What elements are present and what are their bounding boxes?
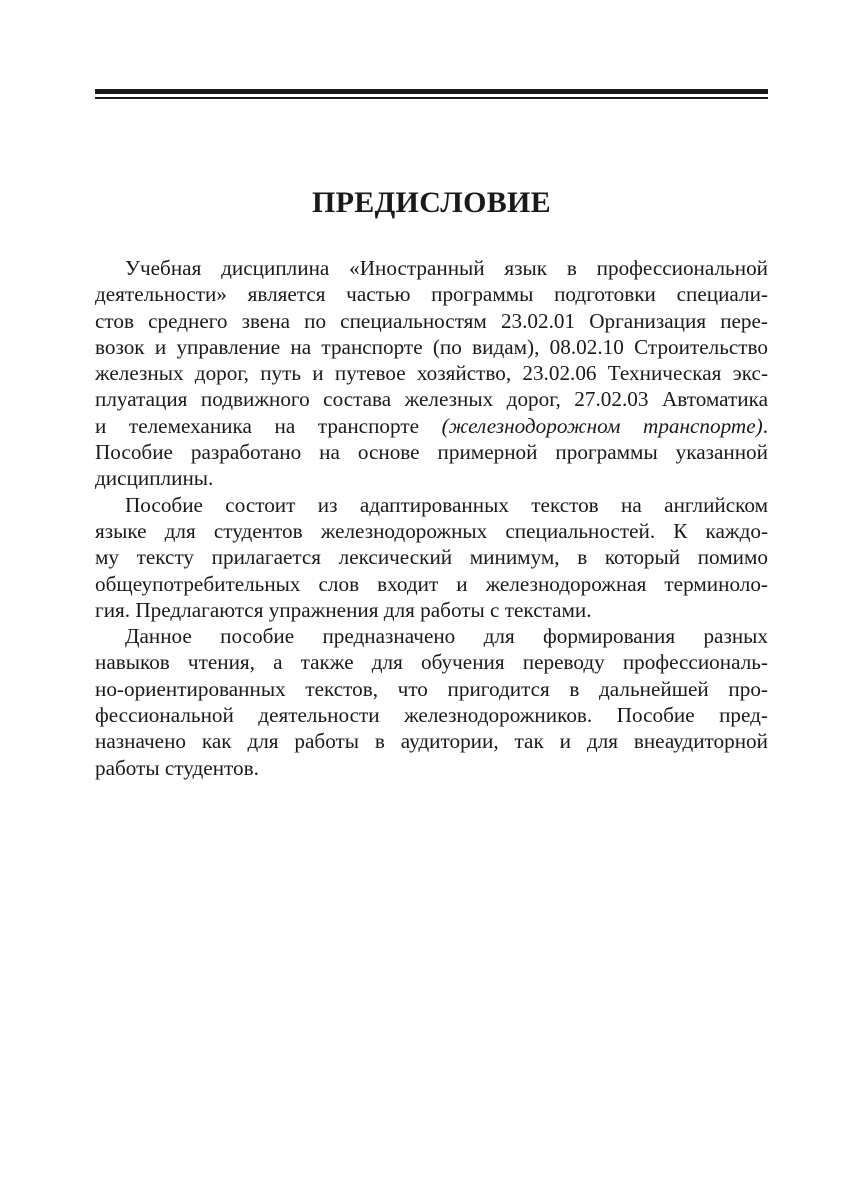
paragraph-3 [95, 623, 768, 781]
italic-run: (железнодорожном транспорте) [441, 413, 763, 438]
page-title: ПРЕДИСЛОВИЕ [312, 186, 551, 219]
preface-body [95, 255, 768, 781]
text-line: возок и управление на транспорте (по видам), 08.02.10 Строительство [95, 334, 768, 359]
text-line: стов среднего звена по специальностям 23.02.01 Организация пере- [95, 308, 768, 333]
text-line: но-ориентированных текстов, что пригодится в дальнейшей про- [95, 676, 768, 701]
paragraph-1 [95, 255, 768, 492]
text-line: железных дорог, путь и путевое хозяйство, 23.02.06 Техническая экс- [95, 361, 768, 386]
text-line: Пособие разработано на основе примерной программы указанной [95, 440, 768, 465]
text-line: деятельности» является частью программы подготовки специали- [95, 282, 768, 307]
text-line: плуатация подвижного состава железных дорог, 27.02.03 Автоматика [95, 387, 768, 412]
text-line: навыков чтения, а также для обучения переводу профессиональ- [95, 650, 768, 675]
text-line: языке для студентов железнодорожных специальностей. К каждо- [95, 518, 768, 543]
header-double-rule [95, 89, 768, 99]
text-line: назначено как для работы в аудитории, так и для внеаудиторной [95, 729, 768, 754]
text-line: общеупотребительных слов входит и железнодорожная терминоло- [95, 571, 768, 596]
text-run: . [762, 413, 768, 438]
text-line: му тексту прилагается лексический минимум, в который помимо [95, 545, 768, 570]
paragraph-2 [95, 492, 768, 623]
text-line: фессиональной деятельности железнодорожников. Пособие пред- [95, 703, 768, 728]
text-line: Учебная дисциплина «Иностранный язык в профессиональной [125, 256, 768, 280]
text-line: Данное пособие предназначено для формирования разных [125, 624, 768, 649]
text-line-mixed [95, 413, 768, 439]
text-line: Пособие состоит из адаптированных текстов на английском [125, 492, 768, 517]
text-line: работы студентов. [95, 755, 259, 780]
text-run: и телемеханика на транспорте [95, 413, 442, 438]
text-line: гия. Предлагаются упражнения для работы с текстами. [95, 597, 592, 622]
header-rule-thin [95, 97, 768, 99]
text-line: дисциплины. [95, 466, 214, 491]
